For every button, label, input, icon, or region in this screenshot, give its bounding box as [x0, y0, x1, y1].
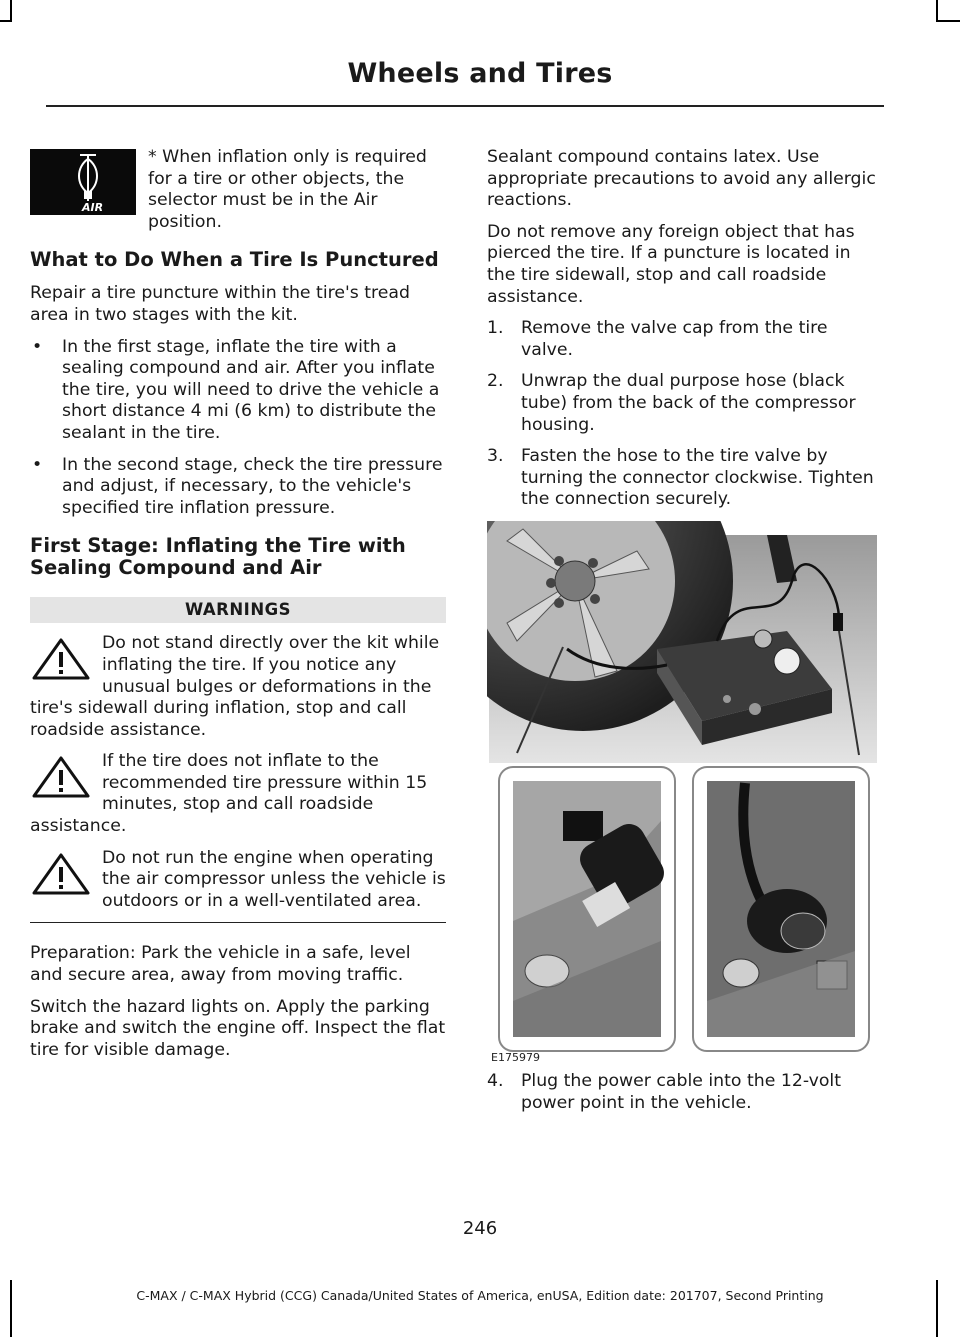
compressor-illustration	[487, 521, 880, 1063]
warning-triangle-icon	[30, 637, 92, 681]
svg-text:E175979: E175979	[491, 1050, 540, 1063]
list-item	[487, 318, 880, 361]
hazard-paragraph: Switch the hazard lights on. Apply the parking brake and switch the engine off. Inspect the flat tire for visible damage.	[30, 996, 446, 1060]
warning-item	[30, 633, 446, 741]
warning-triangle-icon	[30, 755, 92, 799]
list-item	[30, 455, 446, 520]
step-text: Fasten the hose to the tire valve by turning the connector clockwise. Tighten the connection securely.	[521, 446, 874, 510]
list-item	[487, 446, 880, 511]
warning-text: Do not run the engine when operating the air compressor unless the vehicle is outdoors or in a well-ventilated area.	[102, 847, 446, 911]
step-text: Unwrap the dual purpose hose (black tube) from the back of the compressor housing.	[521, 371, 856, 435]
foreign-object-paragraph: Do not remove any foreign object that has pierced the tire. If a puncture is located in the tire sidewall, stop and call roadside assistance.	[487, 221, 855, 307]
crop-mark	[10, 0, 12, 20]
warning-item	[30, 848, 446, 913]
bullet-mark: •	[32, 336, 43, 357]
step-number: 3.	[487, 446, 504, 467]
edition-footer: C-MAX / C-MAX Hybrid (CCG) Canada/United States of America, enUSA, Edition date: 201707, Second Printing	[136, 1288, 824, 1303]
list-item	[30, 337, 446, 445]
heading-first-stage: First Stage: Inflating the Tire with Sealing Compound and Air	[30, 534, 406, 580]
latex-paragraph: Sealant compound contains latex. Use appropriate precautions to avoid any allergic reactions.	[487, 147, 876, 211]
page-title: Wheels and Tires	[347, 58, 613, 89]
step-text: Plug the power cable into the 12-volt power point in the vehicle.	[521, 1070, 841, 1113]
crop-mark	[936, 0, 938, 20]
bullet-mark: •	[32, 454, 43, 475]
step-number: 1.	[487, 318, 504, 339]
air-note-text: * When inflation only is required for a tire or other objects, the selector must be in the Air position.	[148, 147, 427, 232]
list-item	[487, 1071, 880, 1114]
preparation-paragraph: Preparation: Park the vehicle in a safe, level and secure area, away from moving traffic.	[30, 943, 411, 986]
list-item	[487, 371, 880, 436]
warning-item	[30, 751, 446, 837]
step-number: 4.	[487, 1070, 504, 1091]
left-column	[30, 147, 446, 1071]
page-number: 246	[462, 1218, 498, 1239]
svg-text:AIR: AIR	[82, 201, 104, 214]
heading-punctured: What to Do When a Tire Is Punctured	[30, 248, 439, 272]
step-text: Remove the valve cap from the tire valve.	[521, 318, 828, 360]
warnings-header: WARNINGS	[30, 597, 446, 623]
right-column	[487, 147, 880, 1124]
bullet-text: In the second stage, check the tire pressure and adjust, if necessary, to the vehicle's specified tire inflation pressure.	[62, 454, 443, 518]
air-note-paragraph	[30, 147, 446, 233]
intro-paragraph: Repair a tire puncture within the tire's tread area in two stages with the kit.	[30, 283, 410, 325]
step-number: 2.	[487, 371, 504, 392]
crop-mark	[0, 20, 12, 22]
warning-triangle-icon	[30, 852, 92, 896]
header-rule	[46, 105, 884, 107]
bullet-text: In the first stage, inflate the tire with a sealing compound and air. After you inflate the tire, you will need to drive the vehicle a short distance 4 mi (6 km) to distribute the sealant in the tire.	[62, 336, 440, 443]
warning-text: If the tire does not inflate to the recommended tire pressure within 15 minutes, stop and call roadside assistance.	[30, 751, 428, 837]
warnings-divider	[30, 922, 446, 923]
crop-mark	[936, 20, 960, 22]
air-pump-icon	[30, 149, 136, 215]
warning-text: Do not stand directly over the kit while inflating the tire. If you notice any unusual bulges or deformations in the tire's sidewall during inflation, stop and call roadside assistance.	[30, 633, 440, 740]
